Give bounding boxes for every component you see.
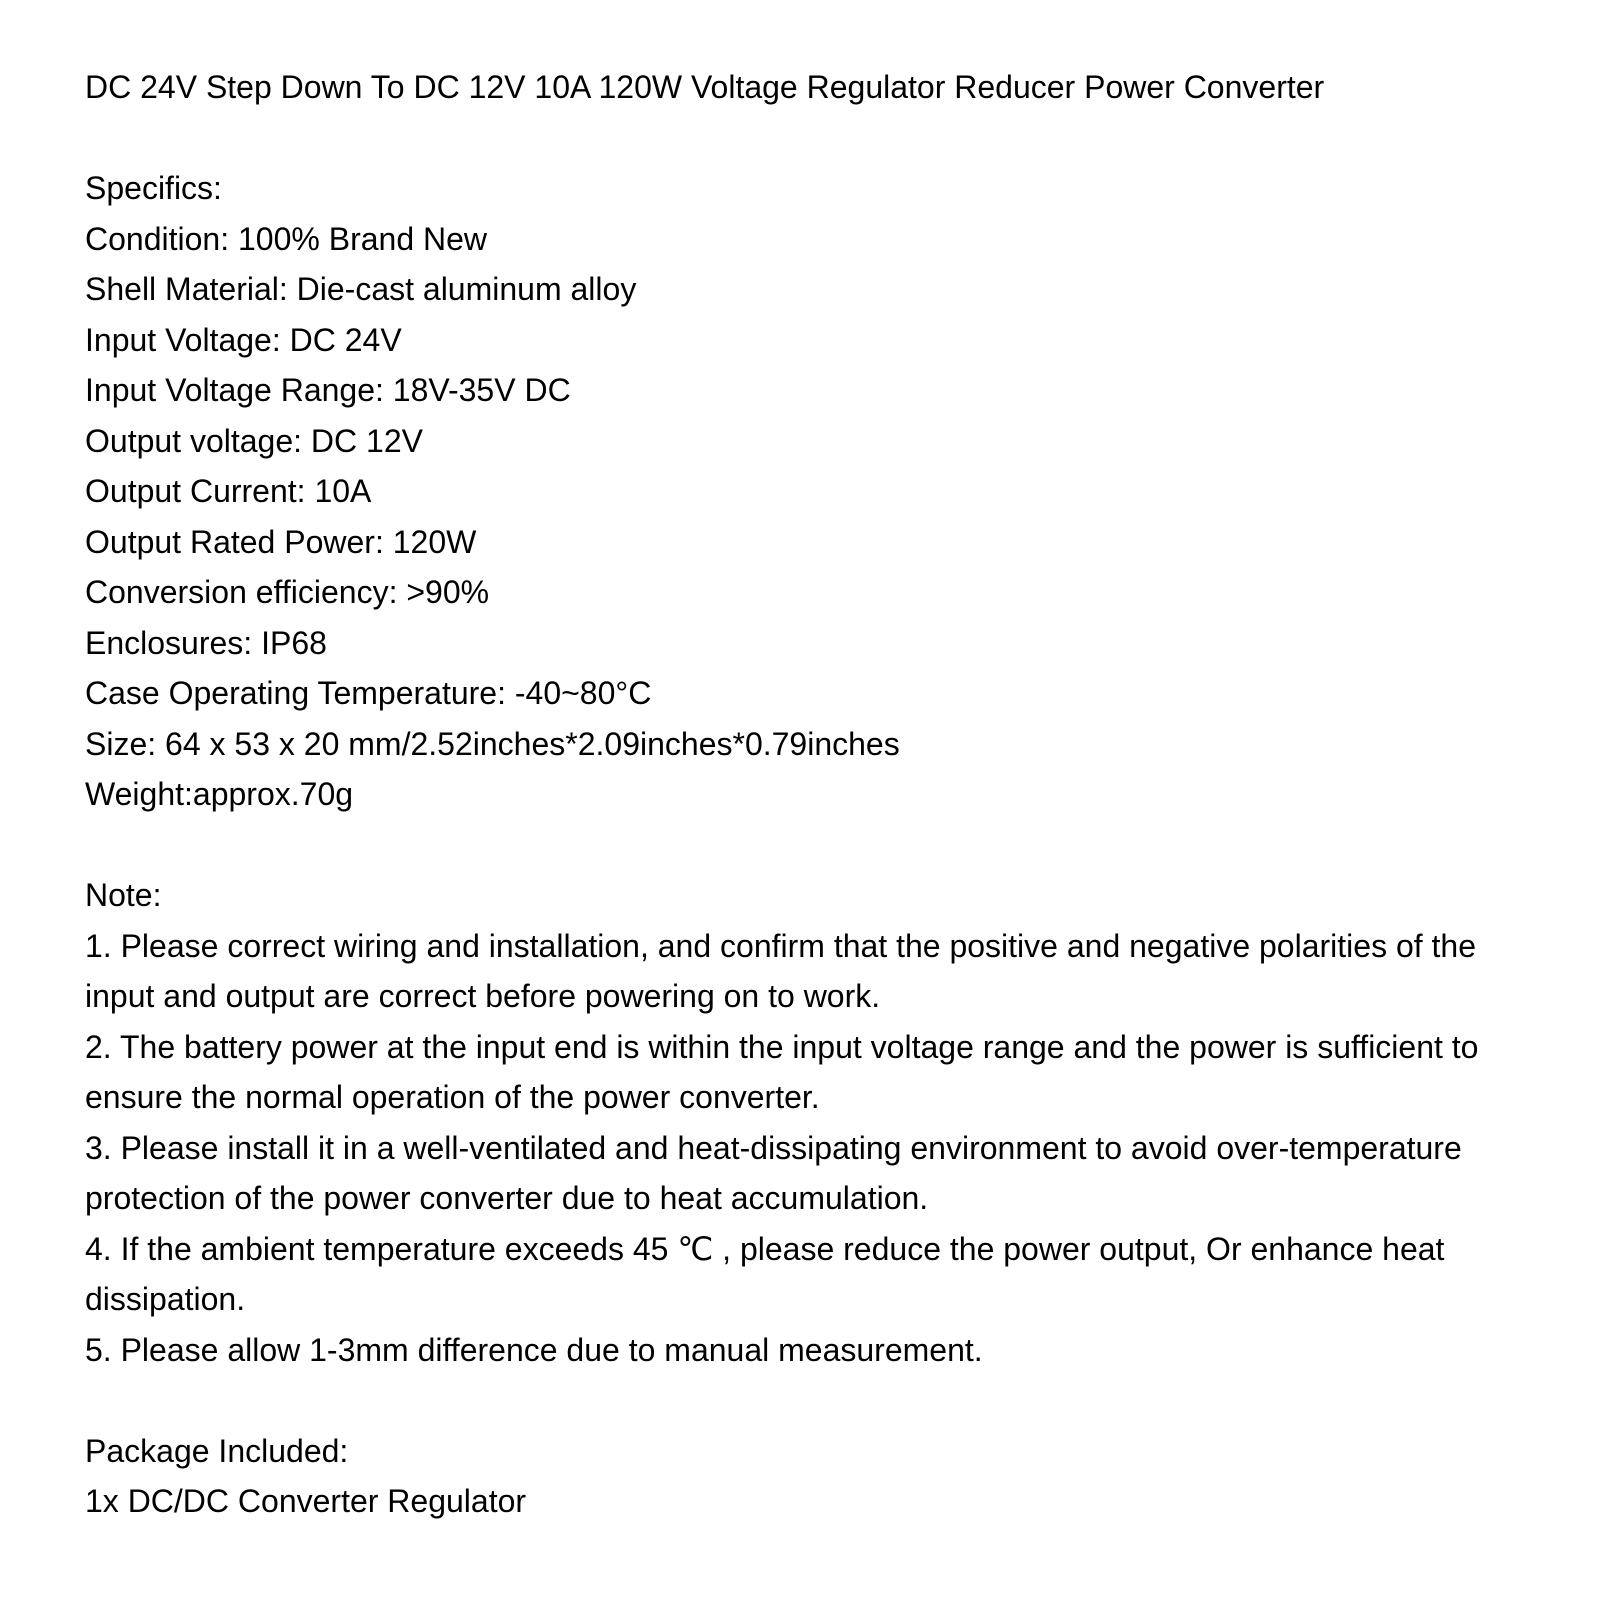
spec-input-voltage-range: Input Voltage Range: 18V-35V DC (85, 372, 571, 408)
package-heading: Package Included: (85, 1432, 349, 1469)
note-heading: Note: (85, 877, 162, 913)
specifics-heading: Specifics: (85, 170, 222, 206)
page-title: DC 24V Step Down To DC 12V 10A 120W Voltage Regulator Reducer Power Converter (85, 69, 1325, 105)
spec-output-current: Output Current: 10A (85, 473, 372, 509)
note-item-5: 5. Please allow 1-3mm difference due to manual measurement. (85, 1331, 983, 1368)
spacer (85, 820, 1545, 871)
spec-shell-material: Shell Material: Die-cast aluminum alloy (85, 271, 637, 307)
spec-output-rated-power: Output Rated Power: 120W (85, 523, 477, 560)
spec-conversion-efficiency: Conversion efficiency: >90% (85, 574, 490, 610)
note-item-3: 3. Please install it in a well-ventilated and heat-dissipating environment to avoid over-temperature protection of the power converter due to heat accumulation. (85, 1129, 1462, 1216)
spec-size: Size: 64 x 53 x 20 mm/2.52inches*2.09inches*0.79inches (85, 725, 900, 762)
product-description (85, 62, 1545, 1527)
spec-operating-temperature: Case Operating Temperature: -40~80°C (85, 675, 652, 711)
note-item-1: 1. Please correct wiring and installation, and confirm that the positive and negative polarities of the input and output are correct before powering on to work. (85, 927, 1477, 1014)
spec-enclosures: Enclosures: IP68 (85, 624, 327, 661)
spacer (85, 113, 1545, 164)
spec-weight: Weight:approx.70g (85, 776, 354, 812)
spacer (85, 1375, 1545, 1426)
spec-condition: Condition: 100% Brand New (85, 220, 488, 257)
spec-input-voltage: Input Voltage: DC 24V (85, 321, 402, 358)
note-item-4: 4. If the ambient temperature exceeds 45 ℃ , please reduce the power output, Or enhance heat dissipation. (85, 1230, 1445, 1317)
spec-output-voltage: Output voltage: DC 12V (85, 422, 423, 459)
package-item-1: 1x DC/DC Converter Regulator (85, 1483, 527, 1519)
note-item-2: 2. The battery power at the input end is within the input voltage range and the power is sufficient to ensure the normal operation of the power converter. (85, 1028, 1479, 1115)
